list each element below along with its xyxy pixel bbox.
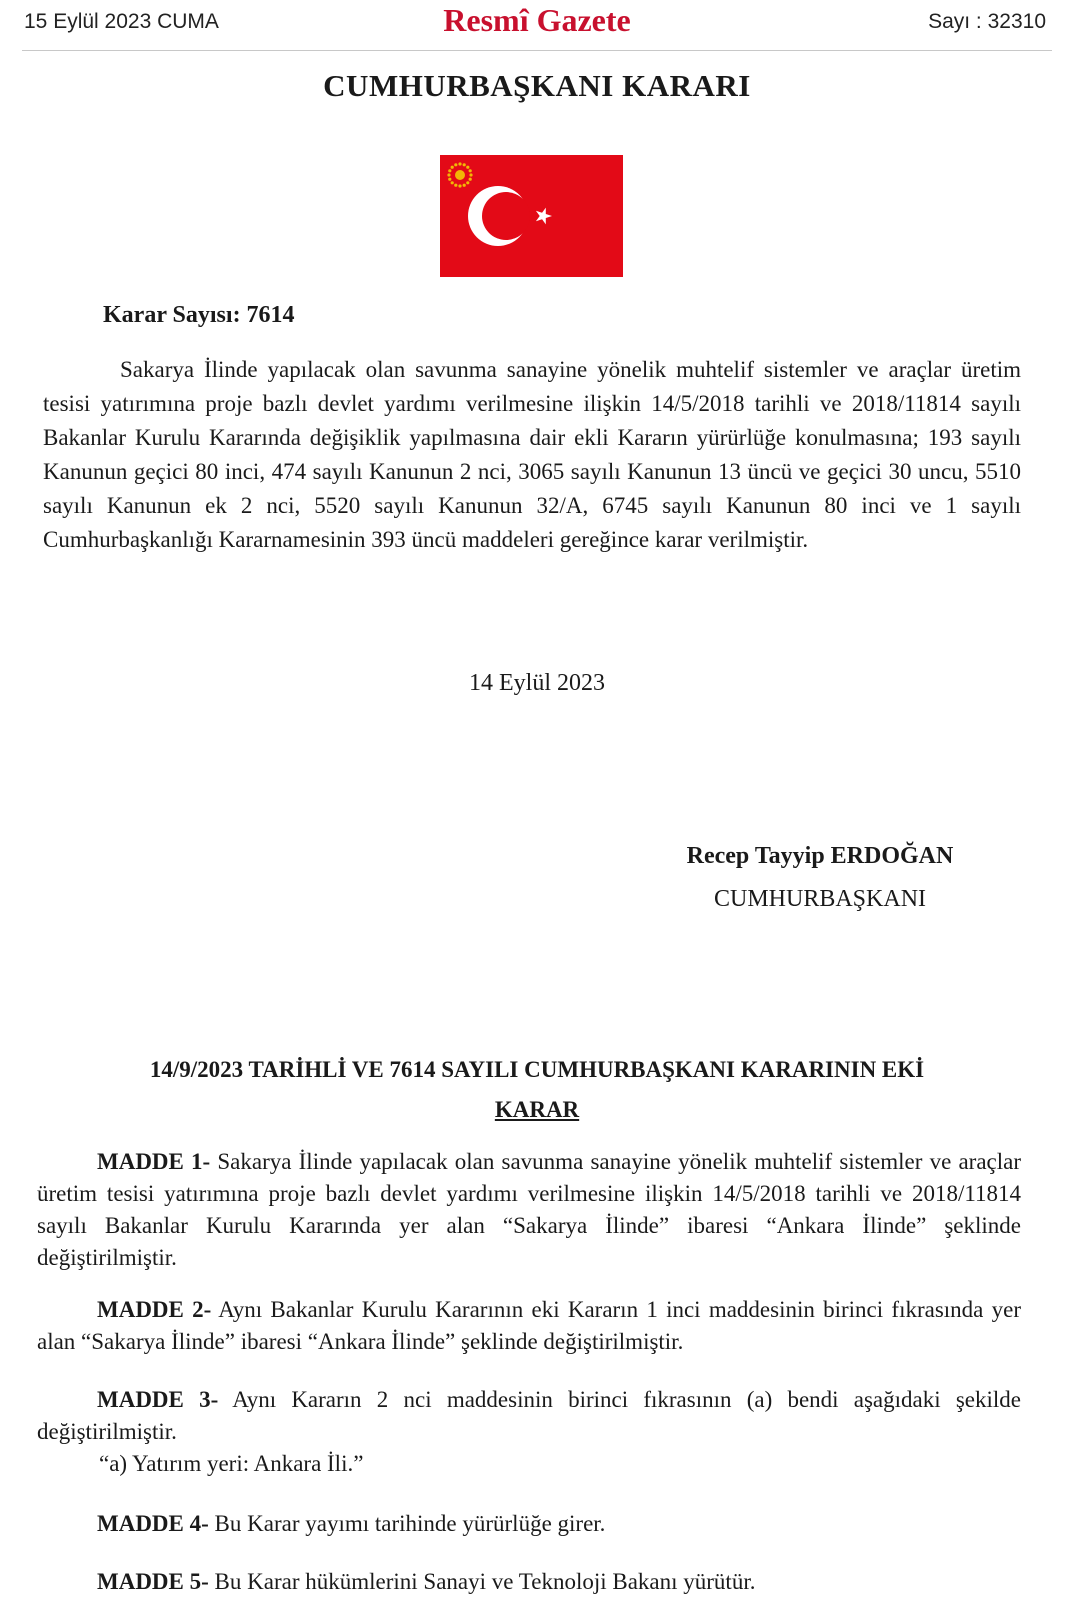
header-date: 15 Eylül 2023 CUMA: [24, 10, 219, 33]
gazette-header: [22, 0, 1052, 51]
article-3: [37, 1384, 1021, 1448]
decision-number: Karar Sayısı: 7614: [103, 302, 295, 328]
intro-paragraph: Sakarya İlinde yapılacak olan savunma sanayine yönelik muhtelif sistemler ve araçlar üretim tesisi yatırımına proje bazlı devlet yardımı verilmesine ilişkin 14/5/2018 tarihli ve 2018/11814 sayılı Bakanlar Kurulu Kararında değişiklik yapılmasına dair ekli Kararın yürürlüğe konulmasına; 193 sayılı Kanunun geçici 80 inci, 474 sayılı Kanunun 2 nci, 3065 sayılı Kanunun 13 üncü ve geçici 30 uncu, 5510 sayılı Kanunun ek 2 nci, 5520 sayılı Kanunun 32/A, 6745 sayılı Kanunun 80 inci ve 1 sayılı Cumhurbaşkanlığı Kararnamesinin 393 üncü maddeleri gereğince karar verilmiştir.: [43, 357, 1021, 552]
article-text: Aynı Bakanlar Kurulu Kararının eki Kararın 1 inci maddesinin birinci fıkrasında yer alan “Sakarya İlinde” ibaresi “Ankara İlinde” şeklinde değiştirilmiştir.: [37, 1297, 1021, 1354]
article-label: MADDE 1-: [97, 1149, 211, 1174]
article-label: MADDE 3-: [97, 1387, 219, 1412]
article-3-quote: “a) Yatırım yeri: Ankara İli.”: [99, 1451, 364, 1476]
turkish-flag-icon: [440, 155, 623, 277]
article-text: Bu Karar yayımı tarihinde yürürlüğe girer.: [208, 1511, 606, 1536]
article-label: MADDE 4-: [97, 1511, 209, 1536]
signatory-title: CUMHURBAŞKANI: [713, 886, 927, 912]
article-label: MADDE 2-: [97, 1297, 212, 1322]
annex-subtitle-wrap: [0, 1097, 1074, 1123]
signatory-name: Recep Tayyip ERDOĞAN: [686, 843, 954, 869]
annex-subtitle: KARAR: [494, 1097, 580, 1122]
annex-title: 14/9/2023 TARİHLİ VE 7614 SAYILI CUMHURBAŞKANI KARARININ EKİ: [149, 1057, 925, 1082]
article-1: [37, 1146, 1021, 1274]
article-label: MADDE 5-: [97, 1569, 209, 1594]
article-text: Aynı Kararın 2 nci maddesinin birinci fıkrasının (a) bendi aşağıdaki şekilde değiştirilmiştir.: [37, 1387, 1021, 1444]
article-2: [37, 1294, 1021, 1358]
document-title: CUMHURBAŞKANI KARARI: [323, 68, 751, 103]
article-4: [37, 1508, 1021, 1540]
article-text: Sakarya İlinde yapılacak olan savunma sanayine yönelik muhtelif sistemler ve araçlar üretim tesisi yatırımına proje bazlı devlet yardımı verilmesine ilişkin 14/5/2018 tarihli ve 2018/11814 sayılı Bakanlar Kurulu Kararında yer alan “Sakarya İlinde” ibaresi “Ankara İlinde” şeklinde değiştirilmiştir.: [37, 1149, 1021, 1270]
article-text: Bu Karar hükümlerini Sanayi ve Teknoloji Bakanı yürütür.: [208, 1569, 756, 1594]
gazette-name: Resmî Gazete: [443, 2, 631, 38]
decision-date: 14 Eylül 2023: [469, 670, 605, 696]
article-5: [37, 1566, 1021, 1598]
issue-number: Sayı : 32310: [928, 10, 1046, 33]
